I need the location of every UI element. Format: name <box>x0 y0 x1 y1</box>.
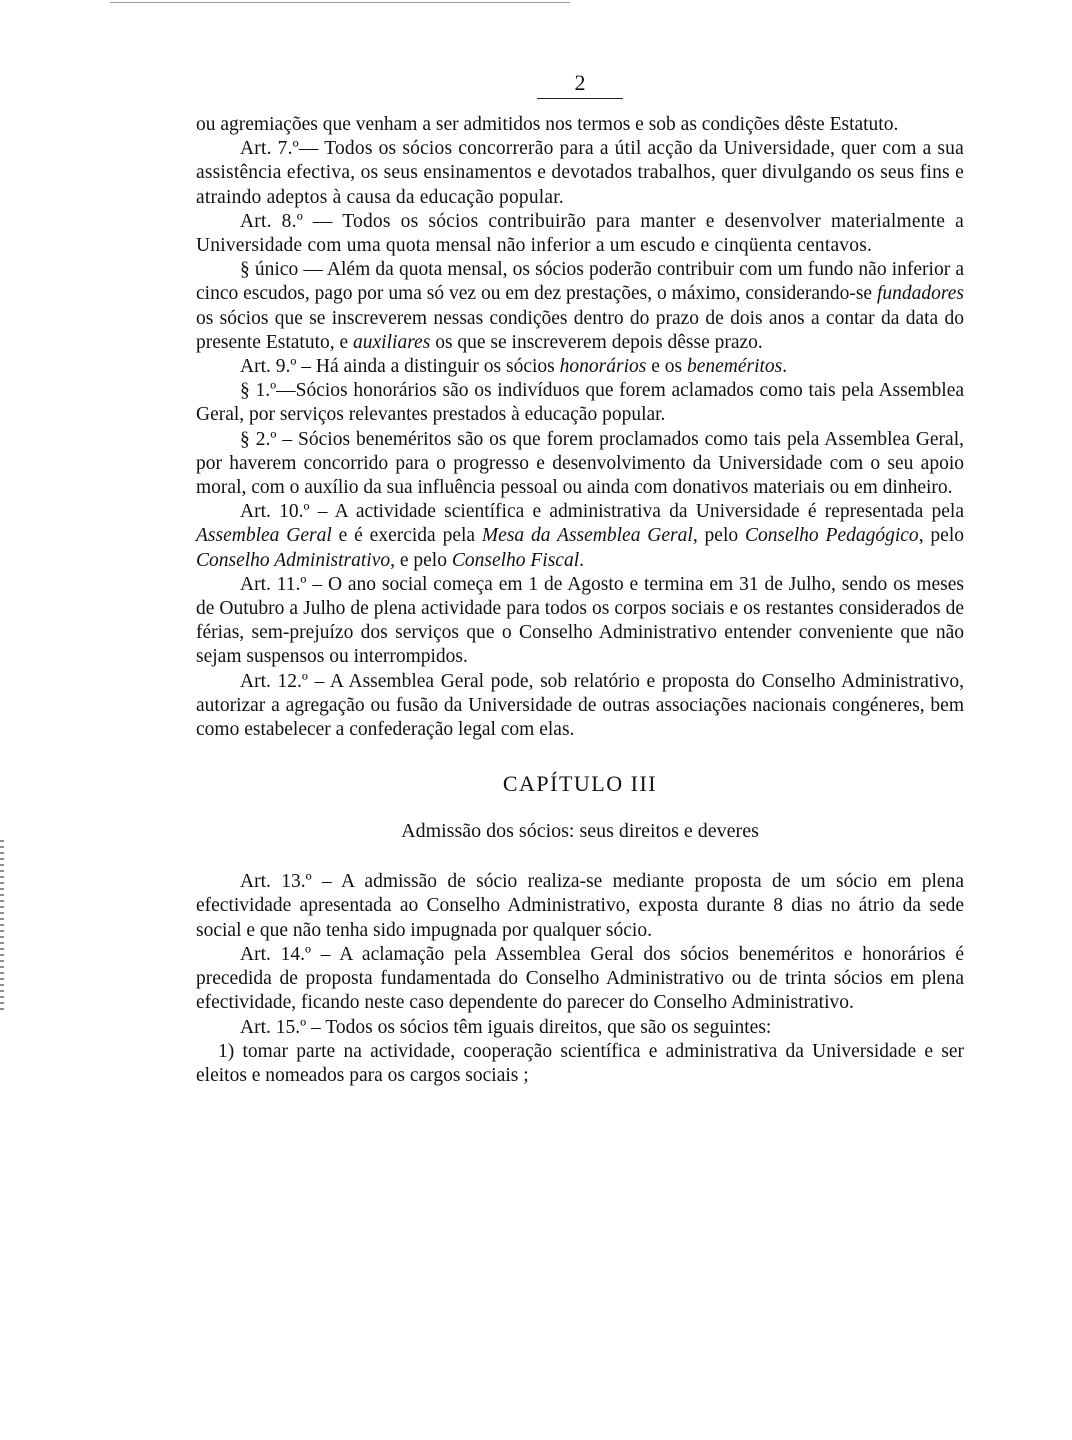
paragraph-art-7: Art. 7.º— Todos os sócios concorrerão para a útil acção da Universidade, quer com a sua assistência efectiva, os seus ensinamentos e devotados trabalhos, quer divulgando os seus fins e atraindo adeptos à causa da educação popular. <box>196 138 964 208</box>
paragraph-art-15: Art. 15.º – Todos os sócios têm iguais direitos, que são os seguintes: <box>240 1016 772 1038</box>
paragraph-art-9 <box>196 355 964 379</box>
italic-term: Conselho Administrativo <box>196 549 391 571</box>
italic-term: beneméritos <box>686 356 783 378</box>
text-run: , pelo <box>918 525 965 547</box>
text-run: os que se inscreverem depois dêsse prazo. <box>430 331 763 353</box>
italic-term: Mesa da Assemblea Geral <box>481 525 693 547</box>
chapter-title: CAPÍTULO III <box>502 771 658 797</box>
text-run: . <box>579 549 585 571</box>
text-run: os sócios que se inscreverem nessas condições dentro do prazo de dois anos a contar da data do presente Estatuto, e <box>196 307 964 353</box>
italic-term: auxiliares <box>353 331 431 353</box>
italic-term: honorários <box>559 356 647 378</box>
text-run: , e pelo <box>390 549 452 571</box>
text-run: Art. 9.º – Há ainda a distinguir os sócios <box>240 356 560 378</box>
chapter-subtitle: Admissão dos sócios: seus direitos e deveres <box>401 820 759 843</box>
paragraph-art-14: Art. 14.º – A aclamação pela Assemblea Geral dos sócios beneméritos e honorários é precedida de proposta fundamentada do Conselho Administrativo ou de trinta sócios em plena efectividade, ficando neste caso dependente do parecer do Conselho Administrativo. <box>196 943 964 1014</box>
text-run: , pelo <box>692 525 745 547</box>
text-run: e é exercida pela <box>331 525 482 547</box>
italic-term: Conselho Pedagógico <box>745 525 919 547</box>
paragraph-art-11: Art. 11.º – O ano social começa em 1 de Agosto e termina em 31 de Julho, sendo os meses de Outubro a Julho de plena actividade para todos os corpos sociais e os restantes considerados de férias, sem-prejuízo dos serviços que o Conselho Administrativo entender conveniente que não sejam suspensos ou interrompidos. <box>196 573 964 668</box>
text-run: e os <box>646 356 687 378</box>
paragraph-art-9-s2: § 2.º – Sócios beneméritos são os que forem proclamados como tais pela Assemblea Geral, por haverem concorrido para o progresso e desenvolvimento da Universidade com o seu apoio moral, com o auxílio da sua influência pessoal ou ainda com donativos materiais ou em dinheiro. <box>196 428 964 499</box>
paragraph-continuation: ou agremiações que venham a ser admitidos nos termos e sob as condições dêste Estatuto. <box>196 114 899 135</box>
paragraph-art-9-s1: § 1.º—Sócios honorários são os indivíduos que forem aclamados como tais pela Assemblea Geral, por serviços relevantes prestados à educação popular. <box>196 380 964 426</box>
list-item-1: 1) tomar parte na actividade, cooperação scientífica e administrativa da Universidade e ser eleitos e nomeados para os cargos sociais ; <box>196 1040 964 1086</box>
paragraph-art-12: Art. 12.º – A Assemblea Geral pode, sob relatório e proposta do Conselho Administrativo, autorizar a agregação ou fusão da Universidade de outras associações nacionais congéneres, bem como estabelecer a confederação legal com elas. <box>196 670 964 741</box>
italic-term: Assemblea Geral <box>196 525 332 547</box>
paragraph-art-8: Art. 8.º — Todos os sócios contribuirão para manter e desenvolver materialmente a Universidade com uma quota mensal não inferior a um escudo e cinqüenta centavos. <box>196 210 964 257</box>
paragraph-art-10 <box>196 500 964 573</box>
scan-left-edge-marks <box>0 840 4 1010</box>
paragraph-art-13: Art. 13.º – A admissão de sócio realiza-se mediante proposta de um sócio em plena efectividade apresentada ao Conselho Administrativo, exposta durante 8 dias no átrio da sede social e que não tenha sido impugnada por qualquer sócio. <box>196 871 964 941</box>
italic-term: Conselho Fiscal <box>451 549 580 571</box>
italic-term: fundadores <box>876 283 964 305</box>
scan-top-edge <box>110 2 570 3</box>
document-page <box>196 70 964 1088</box>
paragraph-art-8-unico <box>196 258 964 355</box>
page-number-rule <box>537 98 623 99</box>
page-number: 2 <box>574 70 586 95</box>
text-run: § único — Além da quota mensal, os sócios poderão contribuir com um fundo não inferior a cinco escudos, pago por uma só vez ou em dez prestações, o máximo, considerando-se <box>196 259 964 305</box>
text-run: . <box>782 356 788 378</box>
text-run: Art. 10.º – A actividade scientífica e administrativa da Universidade é representada pela <box>240 501 964 523</box>
